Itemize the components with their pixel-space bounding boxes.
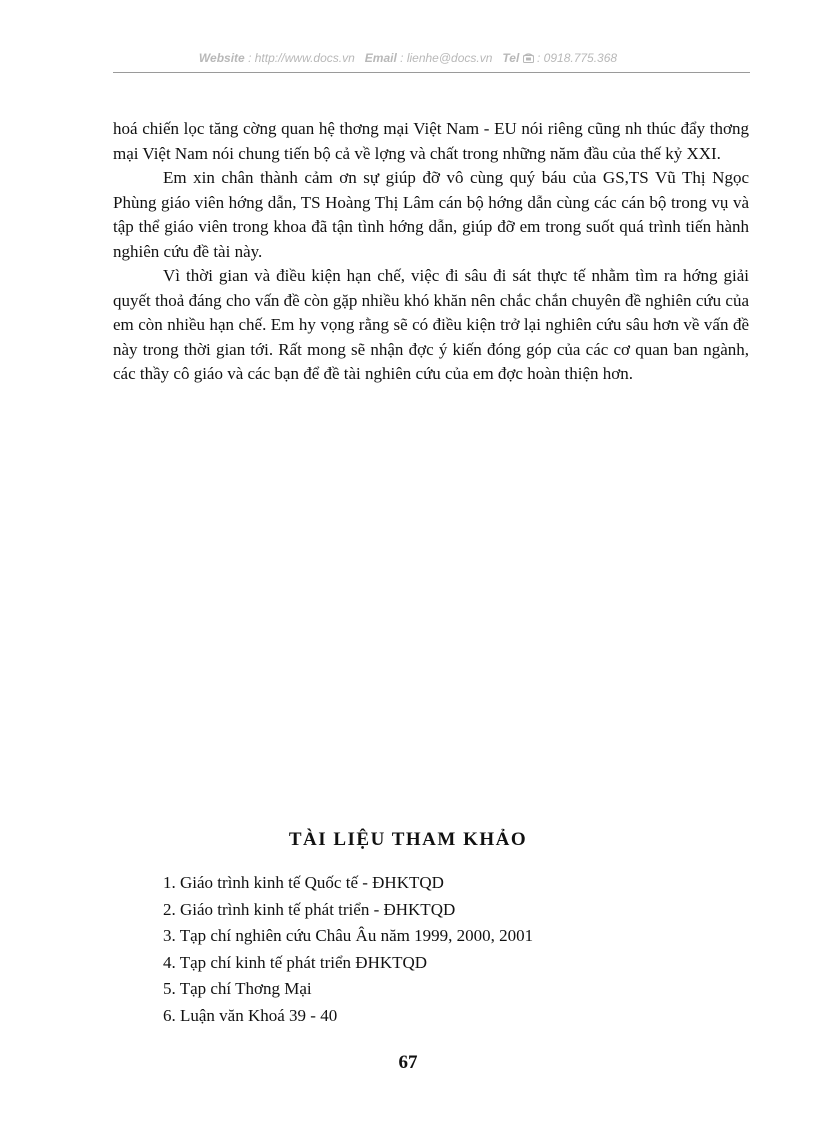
references-list (163, 870, 533, 1029)
reference-item: 1. Giáo trình kinh tế Quốc tế - ĐHKTQD (163, 873, 444, 892)
page-number: 67 (398, 1052, 418, 1073)
reference-item: 5. Tạp chí Thơng Mại (163, 979, 312, 998)
phone-icon (523, 51, 537, 65)
body-text (113, 117, 749, 387)
reference-item: 4. Tạp chí kinh tế phát triển ĐHKTQD (163, 952, 428, 972)
email-value: : lienhe@docs.vn (400, 51, 493, 65)
paragraph: Em xin chân thành cảm ơn sự giúp đỡ vô cùng quý báu của GS,TS Vũ Thị Ngọc Phùng giáo viên hớng dẫn, TS Hoàng Thị Lâm cán bộ hớng dẫn cùng các cán bộ trong vụ và tập thể giáo viên trong khoa đã tận tình hớng dẫn, giúp đỡ em trong suốt quá trình tiến hành nghiên cứu đề tài này. (113, 168, 749, 261)
paragraph: hoá chiến lọc tăng cờng quan hệ thơng mại Việt Nam - EU nói riêng cũng nh thúc đẩy thơng mại Việt Nam nói chung tiến bộ cả về lợng và chất trong những năm đầu của thế kỷ XXI. (113, 119, 749, 163)
reference-item: 6. Luận văn Khoá 39 - 40 (163, 1005, 338, 1025)
paragraph: Vì thời gian và điều kiện hạn chế, việc đi sâu đi sát thực tế nhằm tìm ra hớng giải quyết thoả đáng cho vấn đề còn gặp nhiều khó khăn nên chắc chắn chuyên đề nghiên cứu của em còn nhiều hạn chế. Em hy vọng rằng sẽ có điều kiện trở lại nghiên cứu sâu hơn về vấn đề này trong thời gian tới. Rất mong sẽ nhận đợc ý kiến đóng góp của các cơ quan ban ngành, các thầy cô giáo và các bạn để đề tài nghiên cứu của em đợc hoàn thiện hơn. (113, 266, 749, 383)
reference-item: 3. Tạp chí nghiên cứu Châu Âu năm 1999, 2000, 2001 (163, 926, 534, 945)
tel-value: : 0918.775.368 (537, 51, 618, 65)
page-header (0, 51, 816, 65)
website-value: : http://www.docs.vn (248, 51, 355, 65)
email-label: Email (364, 51, 397, 65)
references-title: TÀI LIỆU THAM KHẢO (288, 829, 528, 850)
website-label: Website (198, 51, 245, 65)
tel-label: Tel (502, 51, 520, 65)
header-divider (113, 72, 750, 73)
reference-item: 2. Giáo trình kinh tế phát triển - ĐHKTQD (163, 899, 456, 919)
